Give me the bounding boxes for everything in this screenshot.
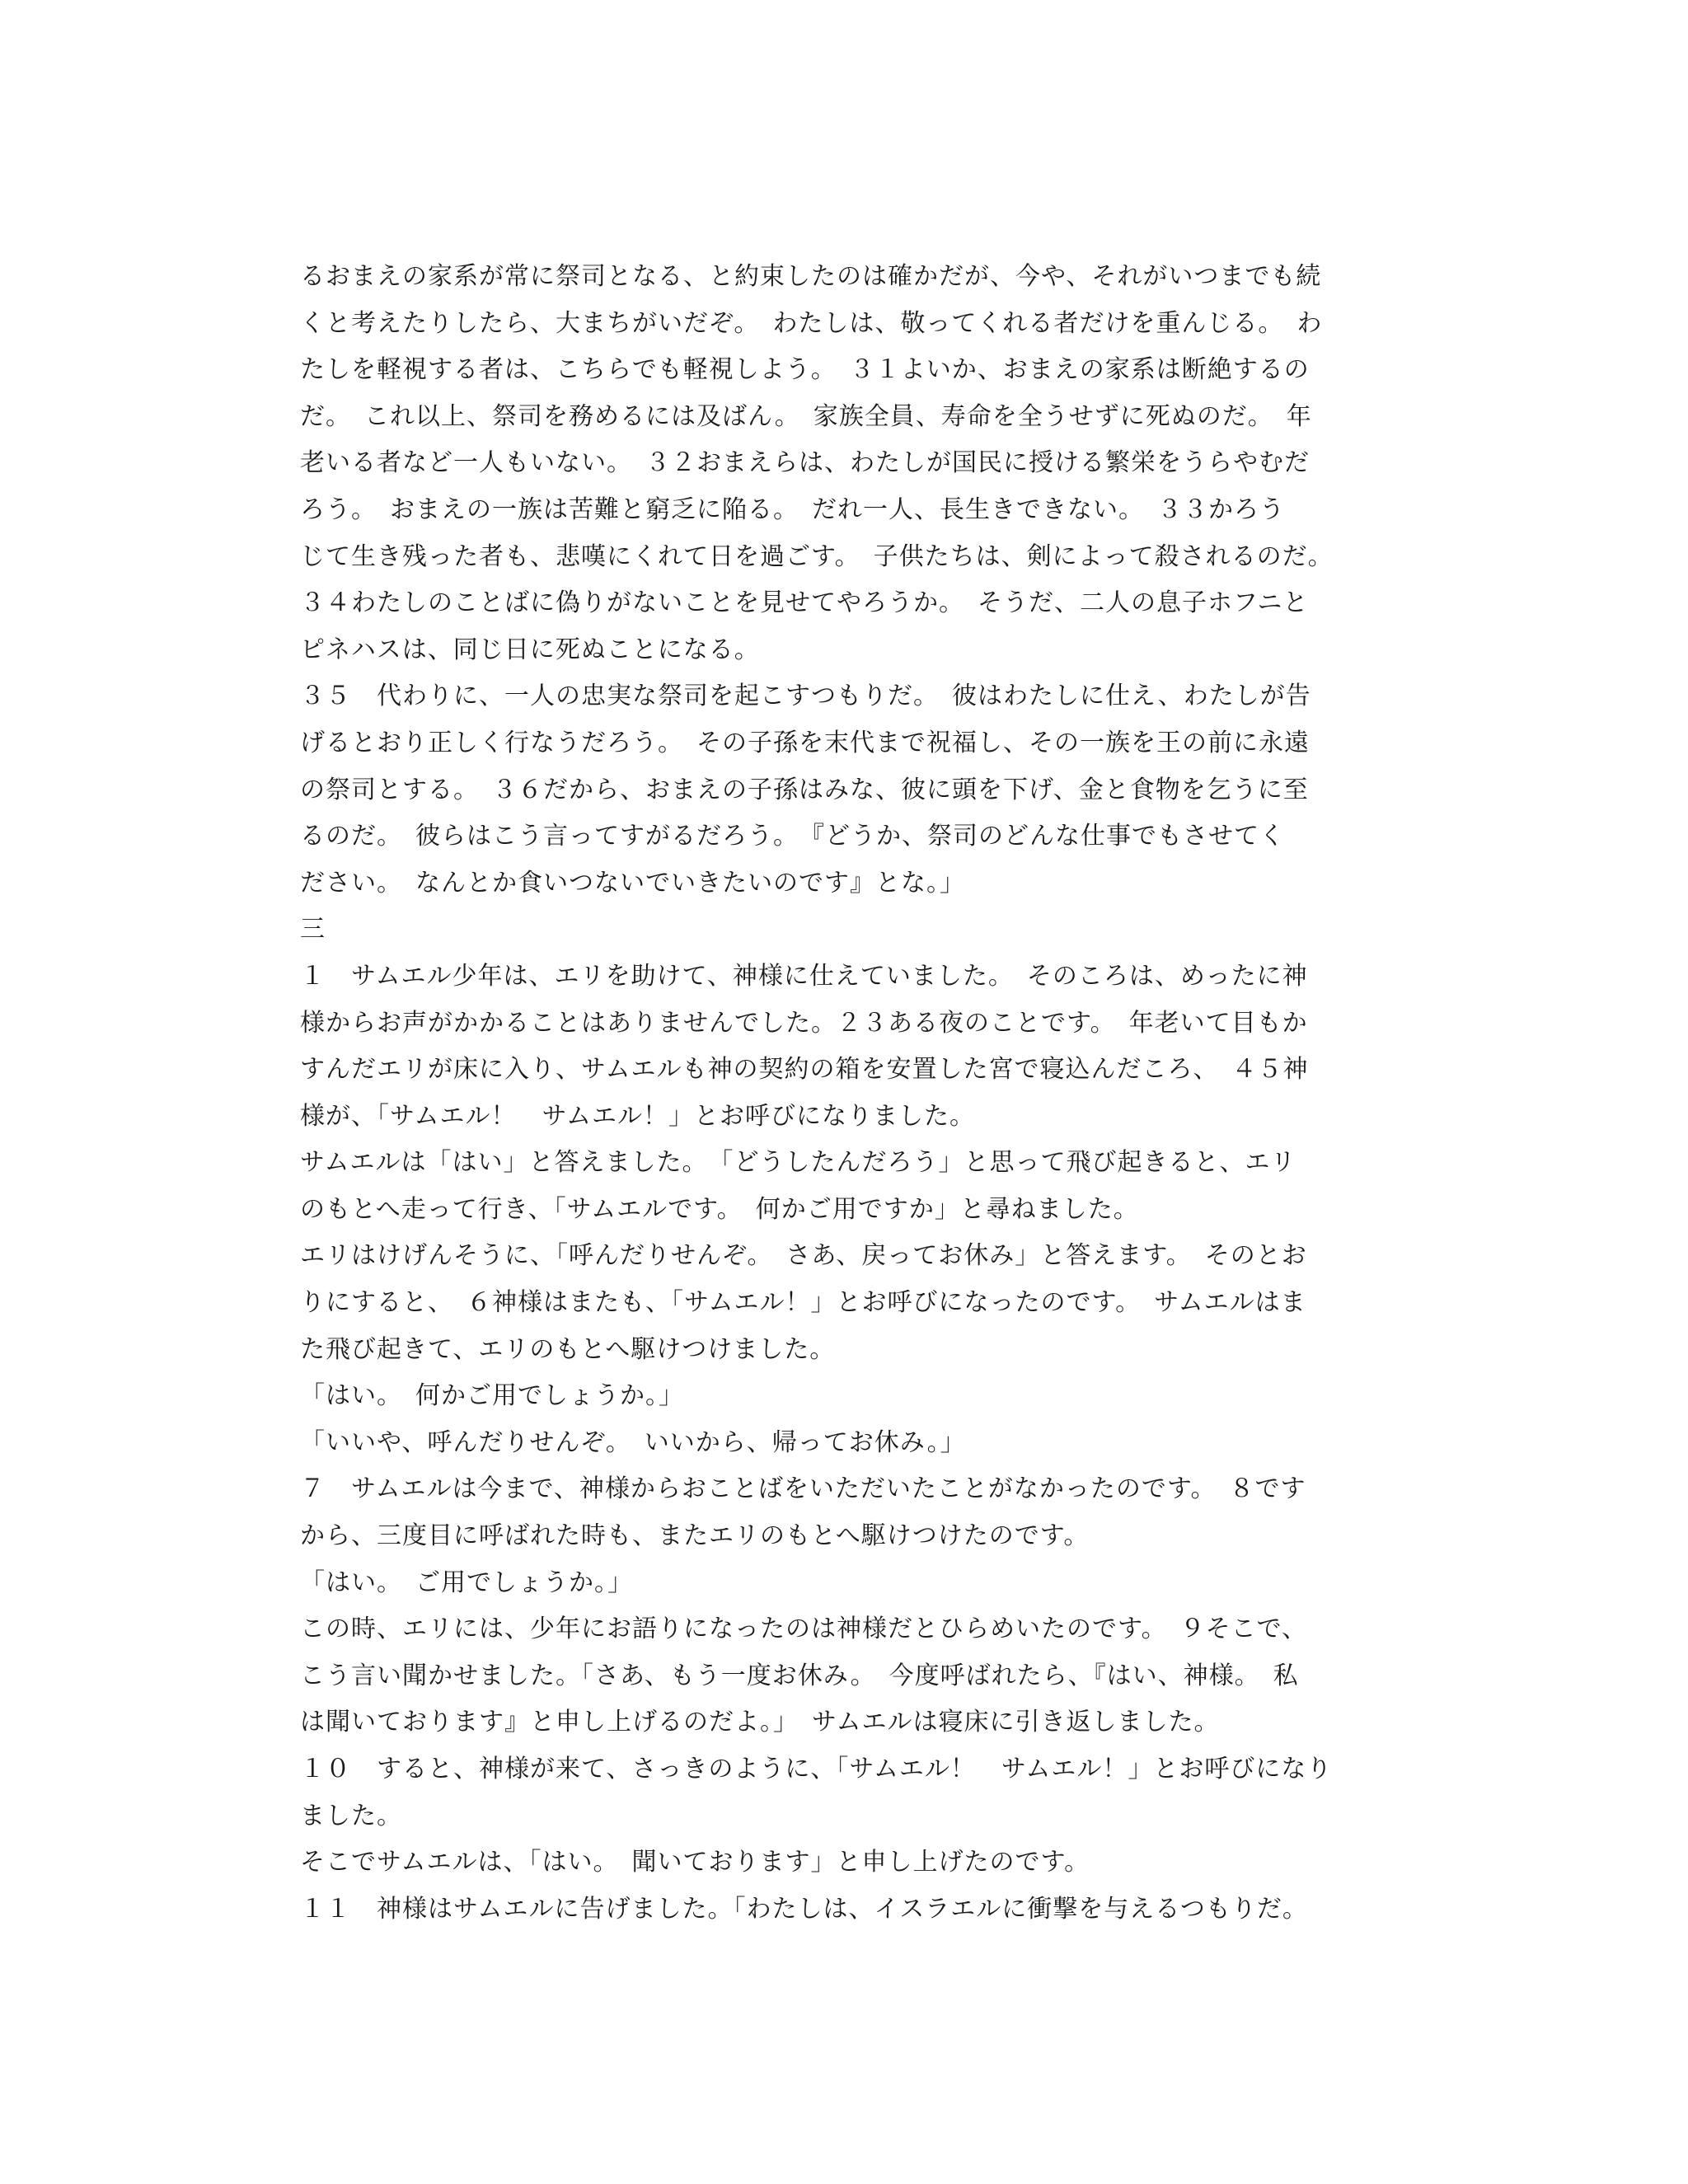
text-line: 老いる者など一人もいない。 ３２おまえらは、わたしが国民に授ける繁栄をうらやむだ — [300, 448, 1310, 478]
text-line: １０ すると、神様が来て、さっきのように、「サムエル！ サムエル！」とお呼びになり — [300, 1755, 1333, 1783]
text-line: ３５ 代わりに、一人の忠実な祭司を起こすつもりだ。 彼はわたしに仕え、わたしが告 — [300, 682, 1311, 711]
text-line: ピネハスは、同じ日に死ぬことになる。 — [300, 635, 760, 664]
text-line: こう言い聞かせました。「さあ、もう一度お休み。 今度呼ばれたら、『はい、神様。 私 — [300, 1661, 1299, 1690]
text-line: た飛び起きて、エリのもとへ駆けつけました。 — [300, 1334, 836, 1364]
text-line: ました。 — [300, 1801, 402, 1830]
text-line: 様が、「サムエル！ サムエル！」とお呼びになりました。 — [300, 1101, 975, 1131]
text-line: この時、エリには、少年にお語りになったのは神様だとひらめいたのです。 ９そこで、 — [300, 1615, 1307, 1644]
text-line: １１ 神様はサムエルに告げました。「わたしは、イスラエルに衝撃を与えるつもりだ。 — [300, 1894, 1308, 1924]
text-line: るおまえの家系が常に祭司となる、と約束したのは確かだが、今や、それがいつまでも続 — [300, 262, 1322, 291]
text-line: たしを軽視する者は、こちらでも軽視しよう。 ３１よいか、おまえの家系は断絶するの — [300, 355, 1310, 385]
text-line: そこでサムエルは、「はい。 聞いております」と申し上げたのです。 — [300, 1848, 1090, 1877]
text-line: げるとおり正しく行なうだろう。 その子孫を末代まで祝福し、その一族を王の前に永遠 — [300, 728, 1310, 757]
text-line: だ。 これ以上、祭司を務めるには及ばん。 家族全員、寿命を全うせずに死ぬのだ。 年 — [300, 401, 1312, 431]
body-text — [300, 254, 1396, 1933]
text-line: ３４わたしのことばに偽りがないことを見せてやろうか。 そうだ、二人の息子ホフニと — [300, 588, 1309, 618]
text-line: から、三度目に呼ばれた時も、またエリのもとへ駆けつけたのです。 — [300, 1521, 1090, 1551]
text-line: 「はい。 何かご用でしょうか。」 — [300, 1381, 684, 1411]
text-line: のもとへ走って行き、「サムエルです。 何かご用ですか」と尋ねました。 — [300, 1194, 1139, 1224]
text-line: ださい。 なんとか食いつないでいきたいのです』とな。」 — [300, 868, 965, 898]
text-line: くと考えたりしたら、大まちがいだぞ。 わたしは、敬ってくれる者だけを重んじる。 わ — [300, 308, 1323, 338]
text-line: ７ サムエルは今まで、神様からおことばをいただいたことがなかったのです。 ８です — [300, 1474, 1306, 1504]
text-line: の祭司とする。 ３６だから、おまえの子孫はみな、彼に頭を下げ、金と食物を乞うに至 — [300, 775, 1309, 804]
text-line: は聞いております』と申し上げるのだよ。」 サムエルは寝床に引き返しました。 — [300, 1708, 1220, 1737]
text-line: 様からお声がかかることはありませんでした。２３ある夜のことです。 年老いて目もか — [300, 1008, 1308, 1038]
text-line: サムエルは「はい」と答えました。 「どうしたんだろう」と思って飛び起きると、エリ — [300, 1148, 1296, 1178]
text-line: りにすると、 ６神様はまたも、「サムエル！」とお呼びになったのです。 サムエルはま — [300, 1288, 1306, 1318]
text-line: 「はい。 ご用でしょうか。」 — [300, 1568, 633, 1597]
text-line: じて生き残った者も、悲嘆にくれて日を過ごす。 子供たちは、剣によって殺されるのだ。 — [300, 541, 1334, 571]
text-line: るのだ。 彼らはこう言ってすがるだろう。 『どうか、祭司のどんな仕事でもさせてく — [300, 822, 1285, 851]
text-line: １ サムエル少年は、エリを助けて、神様に仕えていました。 そのころは、めったに神 — [300, 961, 1308, 991]
text-line: すんだエリが床に入り、サムエルも神の契約の箱を安置した宮で寝込んだころ、 ４５神 — [300, 1055, 1309, 1085]
text-line: 「いいや、呼んだりせんぞ。 いいから、帰ってお休み。」 — [300, 1427, 966, 1457]
chapter-heading: 三 — [300, 915, 326, 944]
text-line: ろう。 おまえの一族は苦難と窮乏に陥る。 だれ一人、長生きできない。 ３３かろう — [300, 494, 1285, 524]
text-line: エリはけげんそうに、「呼んだりせんぞ。 さあ、戻ってお休み」と答えます。 そのとお — [300, 1241, 1307, 1271]
